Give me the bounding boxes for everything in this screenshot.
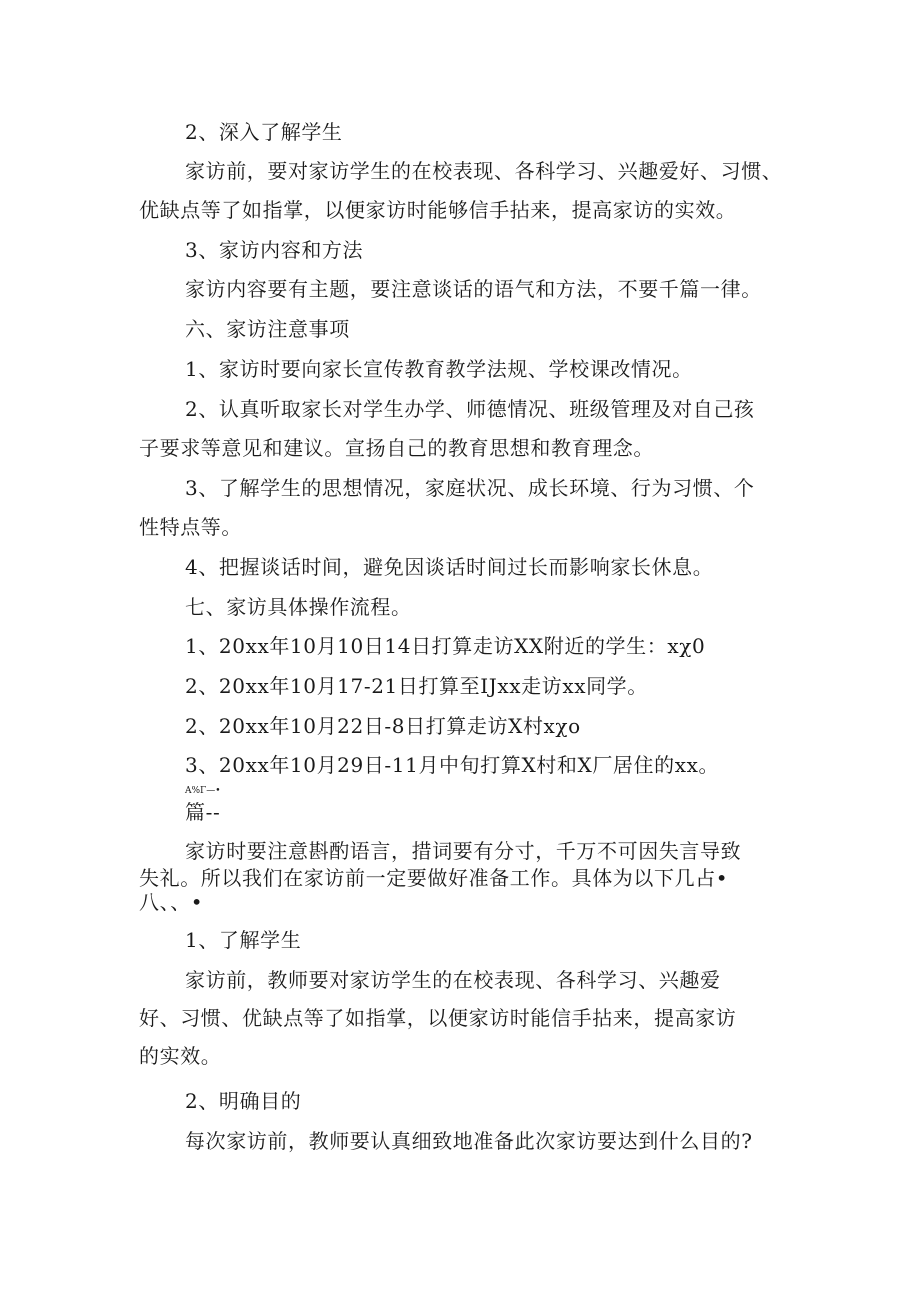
paragraph-line: 家访前，教师要对家访学生的在校表现、各科学习、兴趣爱 — [185, 968, 721, 992]
paragraph-line: 的实效。 — [139, 1044, 222, 1068]
schedule-item: 2、20xx年10月22日-8日打算走访X村xχo — [185, 714, 581, 738]
paragraph-line: 家访前，要对家访学生的在校表现、各科学习、兴趣爱好、习惯、 — [185, 159, 783, 183]
list-item: 4、把握谈话时间，避免因谈话时间过长而影响家长休息。 — [185, 555, 714, 579]
schedule-item: 3、20xx年10月29日-11月中旬打算X村和X厂居住的xx。 — [185, 753, 720, 777]
paragraph-line: 八、、• — [139, 890, 204, 914]
list-item-continuation: 子要求等意见和建议。宣扬自己的教育思想和教育理念。 — [139, 436, 654, 460]
paragraph-line: 好、习惯、优缺点等了如指掌，以便家访时能信手拈来，提高家访 — [139, 1006, 737, 1030]
list-item: 3、了解学生的思想情况，家庭状况、成长环境、行为习惯、个 — [185, 476, 755, 500]
list-item: 2、认真听取家长对学生办学、师德情况、班级管理及对自己孩 — [185, 397, 755, 421]
section-heading-process: 七、家访具体操作流程。 — [185, 595, 412, 619]
paragraph-line: 每次家访前，教师要认真细致地准备此次家访要达到什么目的? — [185, 1129, 753, 1153]
section-heading-notes: 六、家访注意事项 — [185, 317, 350, 341]
heading-understand-students: 2、深入了解学生 — [185, 120, 343, 144]
schedule-item: 1、20xx年10月10日14日打算走访XX附近的学生：xχ0 — [185, 634, 706, 658]
heading-know-students: 1、了解学生 — [185, 928, 302, 952]
heading-clear-purpose: 2、明确目的 — [185, 1089, 302, 1113]
heading-visit-content: 3、家访内容和方法 — [185, 238, 364, 262]
paragraph-line: 家访时要注意斟酌语言，措词要有分寸，千万不可因失言导致 — [185, 839, 742, 863]
section-heading-piece: 篇-- — [185, 800, 221, 824]
list-item: 1、家访时要向家长宣传教育教学法规、学校课改情况。 — [185, 357, 693, 381]
paragraph-line: 失礼。所以我们在家访前一定要做好准备工作。具体为以下几占• — [139, 866, 729, 890]
paragraph-line: 优缺点等了如指掌，以便家访时能够信手拈来，提高家访的实效。 — [139, 198, 737, 222]
garbled-mark: A%Γ—• — [185, 786, 221, 796]
schedule-item: 2、20xx年10月17-21日打算至IJxx走访xx同学。 — [185, 674, 648, 698]
paragraph-line: 家访内容要有主题，要注意谈话的语气和方法，不要千篇一律。 — [185, 277, 762, 301]
list-item-continuation: 性特点等。 — [139, 515, 242, 539]
